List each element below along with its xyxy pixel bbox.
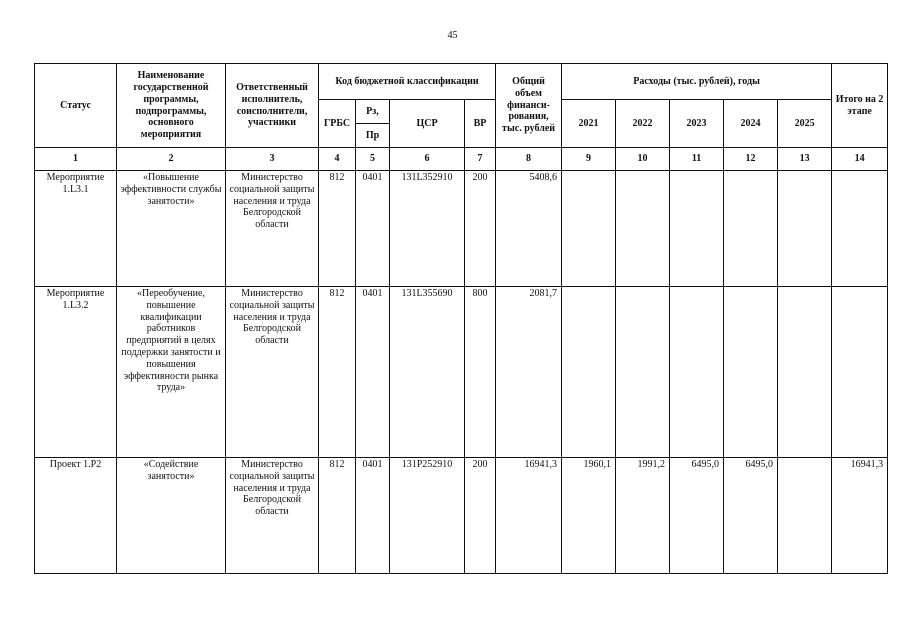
cell-vr: 200 — [465, 458, 496, 574]
cell-rzpr: 0401 — [356, 171, 390, 287]
cell-2022 — [616, 287, 670, 458]
cell-name: «Повышение эффективности службы занятости» — [117, 171, 226, 287]
cell-status: Мероприятие 1.L3.2 — [35, 287, 117, 458]
cell-stage-total — [832, 287, 888, 458]
cell-total: 16941,3 — [496, 458, 562, 574]
cell-vr: 800 — [465, 287, 496, 458]
cell-grbs: 812 — [319, 287, 356, 458]
header-grbs: ГРБС — [319, 100, 356, 148]
cell-stage-total — [832, 171, 888, 287]
header-vr: ВР — [465, 100, 496, 148]
column-number: 7 — [465, 148, 496, 171]
column-number: 4 — [319, 148, 356, 171]
cell-status: Мероприятие 1.L3.1 — [35, 171, 117, 287]
column-number: 14 — [832, 148, 888, 171]
header-pr: Пр — [356, 124, 390, 148]
cell-2025 — [778, 458, 832, 574]
table-row — [35, 458, 888, 574]
cell-total: 5408,6 — [496, 171, 562, 287]
cell-2023: 6495,0 — [670, 458, 724, 574]
cell-2025 — [778, 287, 832, 458]
header-rz: Рз, — [356, 100, 390, 124]
budget-table — [34, 63, 888, 574]
cell-2023 — [670, 287, 724, 458]
cell-rzpr: 0401 — [356, 458, 390, 574]
column-number: 8 — [496, 148, 562, 171]
table-row — [35, 287, 888, 458]
cell-name: «Содействие занятости» — [117, 458, 226, 574]
cell-2024 — [724, 171, 778, 287]
cell-name: «Переобучение, повышение квалификации работников предприятий в целях поддержки занятости и повышения эффективности рынка труда» — [117, 287, 226, 458]
header-year-2024: 2024 — [724, 100, 778, 148]
header-name: Наименование государственной программы, подпрограммы, основного мероприятия — [117, 64, 226, 148]
column-number: 2 — [117, 148, 226, 171]
column-number: 1 — [35, 148, 117, 171]
header-year-2023: 2023 — [670, 100, 724, 148]
cell-csr: 131L355690 — [390, 287, 465, 458]
cell-2021: 1960,1 — [562, 458, 616, 574]
header-responsible: Ответственный исполнитель, соисполнители, участники — [226, 64, 319, 148]
column-number: 9 — [562, 148, 616, 171]
header-expenses: Расходы (тыс. рублей), годы — [562, 64, 832, 100]
header-year-2021: 2021 — [562, 100, 616, 148]
column-number: 10 — [616, 148, 670, 171]
cell-responsible: Министерство социальной защиты населения и труда Белгородской области — [226, 171, 319, 287]
cell-csr: 131Р252910 — [390, 458, 465, 574]
cell-2025 — [778, 171, 832, 287]
cell-2022 — [616, 171, 670, 287]
page-number: 45 — [447, 30, 458, 41]
cell-grbs: 812 — [319, 458, 356, 574]
header-status: Статус — [35, 64, 117, 148]
cell-vr: 200 — [465, 171, 496, 287]
cell-stage-total: 16941,3 — [832, 458, 888, 574]
cell-2022: 1991,2 — [616, 458, 670, 574]
cell-2023 — [670, 171, 724, 287]
cell-responsible: Министерство социальной защиты населения и труда Белгородской области — [226, 458, 319, 574]
header-stage-total: Итого на 2 этапе — [832, 64, 888, 148]
cell-csr: 131L352910 — [390, 171, 465, 287]
header-budget-code: Код бюджетной классификации — [319, 64, 496, 100]
column-number: 11 — [670, 148, 724, 171]
header-year-2022: 2022 — [616, 100, 670, 148]
column-number: 6 — [390, 148, 465, 171]
header-year-2025: 2025 — [778, 100, 832, 148]
cell-status: Проект 1.Р2 — [35, 458, 117, 574]
cell-2024: 6495,0 — [724, 458, 778, 574]
cell-rzpr: 0401 — [356, 287, 390, 458]
column-number-row — [35, 148, 888, 171]
cell-2024 — [724, 287, 778, 458]
header-total: Общий объем финанси-рования, тыс. рублей — [496, 64, 562, 148]
cell-total: 2081,7 — [496, 287, 562, 458]
cell-responsible: Министерство социальной защиты населения и труда Белгородской области — [226, 287, 319, 458]
cell-grbs: 812 — [319, 171, 356, 287]
column-number: 5 — [356, 148, 390, 171]
column-number: 12 — [724, 148, 778, 171]
column-number: 13 — [778, 148, 832, 171]
column-number: 3 — [226, 148, 319, 171]
header-csr: ЦСР — [390, 100, 465, 148]
table-row — [35, 171, 888, 287]
cell-2021 — [562, 287, 616, 458]
cell-2021 — [562, 171, 616, 287]
